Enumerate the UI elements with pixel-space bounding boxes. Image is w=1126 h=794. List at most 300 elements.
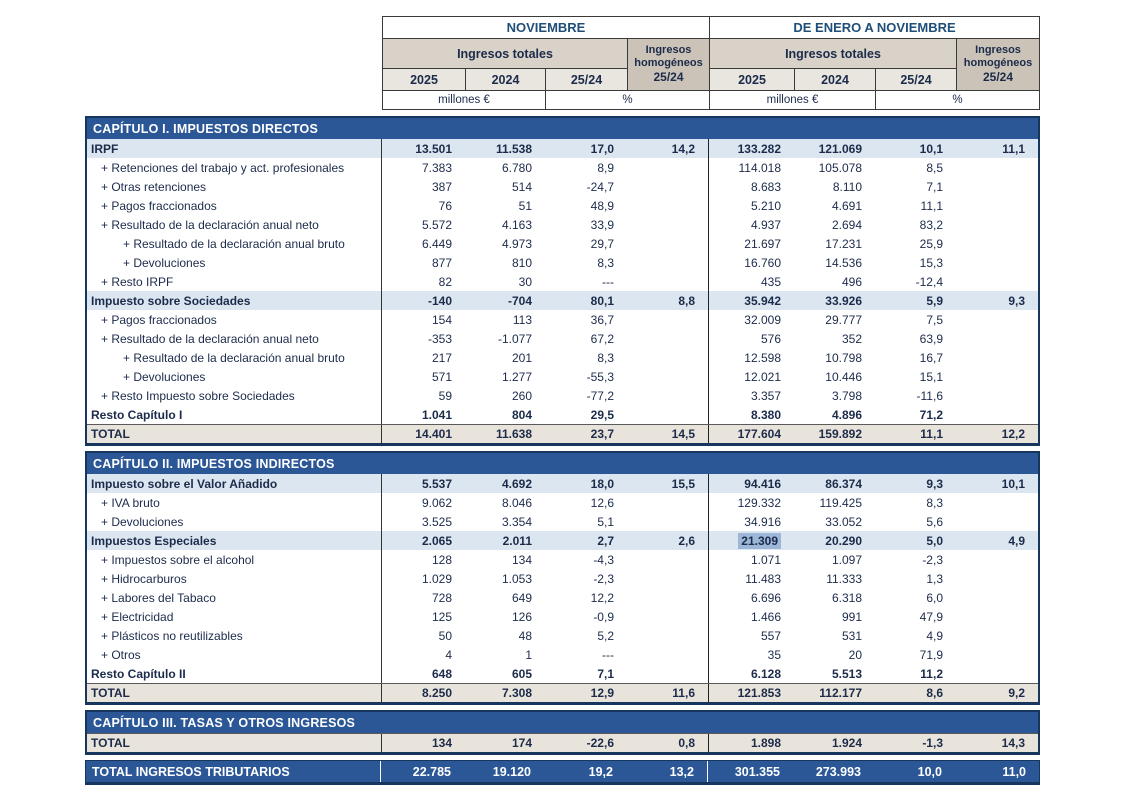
table-row (87, 215, 1038, 234)
value-cell: 113 (512, 312, 532, 327)
value-cell: 8.046 (501, 495, 532, 510)
sections-container (85, 116, 1040, 755)
value-cell: 134 (511, 552, 532, 567)
value-cell: 126 (511, 609, 532, 624)
value-cell (956, 588, 1038, 607)
grand-total-value: 19,2 (588, 764, 613, 779)
value-cell: -2,3 (922, 552, 943, 567)
value-cell: 14.401 (415, 427, 452, 441)
row-label: + Otros (87, 645, 382, 664)
table-row (87, 348, 1038, 367)
row-label: + Labores del Tabaco (87, 588, 382, 607)
value-cell: 174 (511, 736, 532, 750)
value-cell: 8,5 (926, 160, 943, 175)
value-cell: 9.062 (421, 495, 452, 510)
value-cell: -353 (427, 331, 452, 346)
value-cell: 8,3 (597, 350, 614, 365)
value-cell: 3.357 (750, 388, 781, 403)
value-cell: 9,3 (1008, 293, 1025, 308)
grand-total-value: 301.355 (734, 764, 780, 779)
table-row (87, 139, 1038, 158)
value-cell: -1,3 (922, 736, 943, 750)
value-cell: 63,9 (919, 331, 943, 346)
value-cell: 30 (518, 274, 532, 289)
value-cell: 51 (518, 198, 532, 213)
value-cell: 16.760 (744, 255, 781, 270)
value-cell: 35.942 (744, 293, 781, 308)
table-row (87, 367, 1038, 386)
row-label: Resto Capítulo II (87, 664, 382, 683)
value-cell: 7.383 (421, 160, 452, 175)
value-cell: 17.231 (825, 236, 862, 251)
value-cell (627, 493, 709, 512)
table-row (87, 607, 1038, 626)
value-cell: 10,1 (1001, 476, 1025, 491)
value-cell: 21.697 (744, 236, 781, 251)
table-row (87, 588, 1038, 607)
value-cell: 531 (841, 628, 862, 643)
table-row (87, 158, 1038, 177)
value-cell (627, 272, 709, 291)
table-row (87, 234, 1038, 253)
section-block (85, 116, 1040, 446)
value-cell: 877 (431, 255, 452, 270)
row-label: TOTAL (87, 425, 382, 443)
row-label: Impuestos Especiales (87, 531, 382, 550)
value-cell: 35 (767, 647, 781, 662)
row-label: + Resultado de la declaración anual bruto (87, 348, 382, 367)
value-cell (956, 158, 1038, 177)
value-cell: 50 (438, 628, 452, 643)
table-row (87, 645, 1038, 664)
value-cell (627, 405, 709, 424)
value-cell: 8.110 (832, 179, 862, 194)
value-cell (627, 215, 709, 234)
value-cell (627, 367, 709, 386)
value-cell (627, 177, 709, 196)
value-cell (627, 310, 709, 329)
value-cell: -704 (507, 293, 532, 308)
value-cell: -55,3 (586, 369, 614, 384)
value-cell: 83,2 (919, 217, 943, 232)
value-cell: 11,1 (920, 427, 943, 441)
value-cell: 12.598 (744, 350, 781, 365)
value-cell: 34.916 (744, 514, 781, 529)
value-cell: 7,5 (926, 312, 943, 327)
value-cell: 728 (431, 590, 452, 605)
value-cell: 1.924 (831, 736, 862, 750)
value-cell: 86.374 (825, 476, 862, 491)
value-cell: -22,6 (586, 736, 614, 750)
value-cell: 1.466 (750, 609, 781, 624)
table-row (87, 664, 1038, 683)
value-cell (627, 664, 709, 683)
value-cell: 649 (511, 590, 532, 605)
value-cell: 119.425 (819, 495, 862, 510)
ingresos-homogeneos-label: Ingresos homogéneos (634, 43, 703, 69)
value-cell: 2,7 (597, 533, 614, 548)
value-cell: 10.446 (825, 369, 862, 384)
value-cell: -1.077 (497, 331, 532, 346)
table-row (87, 733, 1038, 752)
row-label: + Resto IRPF (87, 272, 382, 291)
header-ingresos-homogeneos-ene (957, 39, 1039, 91)
value-cell: 1.277 (501, 369, 532, 384)
row-label: + Otras retenciones (87, 177, 382, 196)
value-cell: 810 (511, 255, 532, 270)
value-cell: 260 (511, 388, 532, 403)
row-label: + Devoluciones (87, 367, 382, 386)
unit-millones-nov: millones € (383, 91, 546, 109)
value-cell: 4.896 (831, 407, 862, 422)
value-cell: 6.318 (831, 590, 862, 605)
value-cell (956, 405, 1038, 424)
value-cell: 15,5 (627, 474, 709, 493)
value-cell: 112.177 (819, 686, 862, 700)
section-block (85, 710, 1040, 755)
value-cell: 11,1 (920, 198, 943, 213)
grand-total-value: 273.993 (815, 764, 861, 779)
value-cell: 80,1 (590, 293, 614, 308)
section-block (85, 451, 1040, 705)
value-cell (956, 215, 1038, 234)
value-cell: 4.937 (750, 217, 781, 232)
value-cell: 6.780 (501, 160, 532, 175)
value-cell: 29,5 (590, 407, 614, 422)
row-label: IRPF (87, 139, 382, 158)
row-label: + Pagos fraccionados (87, 310, 382, 329)
value-cell: 154 (431, 312, 452, 327)
value-cell: 20 (848, 647, 862, 662)
row-label: + Devoluciones (87, 253, 382, 272)
value-cell: 14,3 (1001, 736, 1025, 750)
value-cell: 7.308 (501, 686, 532, 700)
value-cell: 387 (431, 179, 452, 194)
grand-total-label: TOTAL INGRESOS TRIBUTARIOS (86, 761, 381, 782)
table-row (87, 386, 1038, 405)
value-cell: 33,9 (590, 217, 614, 232)
value-cell: 105.078 (818, 160, 862, 175)
value-cell (627, 550, 709, 569)
value-cell: 4,9 (926, 628, 943, 643)
grand-total-row (85, 760, 1040, 785)
value-cell (956, 550, 1038, 569)
value-cell: 4.163 (501, 217, 532, 232)
value-cell: 496 (841, 274, 862, 289)
value-cell: 47,9 (919, 609, 943, 624)
table-row (87, 626, 1038, 645)
value-cell (956, 234, 1038, 253)
value-cell (627, 234, 709, 253)
value-cell: 11,6 (627, 684, 709, 702)
value-cell: 125 (431, 609, 452, 624)
value-cell: 12,6 (590, 495, 614, 510)
value-cell (627, 569, 709, 588)
value-cell: 804 (511, 407, 532, 422)
col-2524-ene: 25/24 (876, 69, 957, 91)
table-row (87, 196, 1038, 215)
value-cell: 33.926 (825, 293, 862, 308)
value-cell: 10.798 (825, 350, 862, 365)
row-label: + Retenciones del trabajo y act. profesionales (87, 158, 382, 177)
value-cell: 4.691 (831, 198, 862, 213)
grand-total-value: 10,0 (917, 764, 942, 779)
value-cell: 14.536 (825, 255, 862, 270)
section-header: CAPÍTULO I. IMPUESTOS DIRECTOS (87, 118, 1038, 139)
header-noviembre: NOVIEMBRE (383, 17, 710, 39)
value-cell: 12.021 (744, 369, 781, 384)
value-cell (627, 607, 709, 626)
value-cell: 29.777 (825, 312, 862, 327)
value-cell: 6.449 (421, 236, 452, 251)
row-label: + Impuestos sobre el alcohol (87, 550, 382, 569)
row-label: + Devoluciones (87, 512, 382, 531)
value-cell: 8,6 (926, 686, 943, 700)
value-cell: 48 (518, 628, 532, 643)
table-row (87, 531, 1038, 550)
row-label: + Resto Impuesto sobre Sociedades (87, 386, 382, 405)
row-label: TOTAL (87, 734, 382, 752)
value-cell: 5.572 (421, 217, 452, 232)
value-cell: 11.538 (495, 141, 532, 156)
value-cell: 1.898 (750, 736, 781, 750)
value-cell: 201 (511, 350, 532, 365)
row-label: Impuesto sobre el Valor Añadido (87, 474, 382, 493)
value-cell: 8.380 (750, 407, 781, 422)
value-cell: 11.333 (826, 571, 862, 586)
value-cell: 352 (841, 331, 862, 346)
value-cell: 121.853 (737, 686, 781, 700)
value-cell: 5.210 (750, 198, 781, 213)
value-cell: 128 (431, 552, 452, 567)
value-cell: 25,9 (919, 236, 943, 251)
value-cell: 134 (431, 736, 452, 750)
value-cell (956, 177, 1038, 196)
value-cell: 1,3 (926, 571, 943, 586)
row-label: + Plásticos no reutilizables (87, 626, 382, 645)
value-cell: 133.282 (737, 141, 781, 156)
value-cell: 1.029 (421, 571, 452, 586)
value-cell: 1.071 (750, 552, 781, 567)
row-label: + Electricidad (87, 607, 382, 626)
value-cell: 605 (511, 666, 532, 681)
value-cell: 5,1 (597, 514, 614, 529)
value-cell: 8.683 (750, 179, 781, 194)
header-ingresos-totales-nov: Ingresos totales (383, 39, 628, 69)
value-cell: 67,2 (590, 331, 614, 346)
value-cell: 557 (760, 628, 781, 643)
value-cell: 114.018 (738, 160, 781, 175)
section-header: CAPÍTULO III. TASAS Y OTROS INGRESOS (87, 712, 1038, 733)
value-cell: 3.525 (421, 514, 452, 529)
value-cell: 5,9 (926, 293, 943, 308)
row-label: + IVA bruto (87, 493, 382, 512)
value-cell: 82 (438, 274, 452, 289)
value-cell (956, 386, 1038, 405)
col-2524-nov: 25/24 (546, 69, 628, 91)
value-cell: 9,3 (926, 476, 943, 491)
value-cell (956, 196, 1038, 215)
value-cell: 1.041 (421, 407, 452, 422)
col-2025-nov: 2025 (383, 69, 466, 91)
header-enero-noviembre: DE ENERO A NOVIEMBRE (710, 17, 1039, 39)
value-cell: 8,3 (597, 255, 614, 270)
unit-pct-nov: % (546, 91, 710, 109)
value-cell: 11.483 (745, 571, 781, 586)
table-row (87, 493, 1038, 512)
col-2024-nov: 2024 (466, 69, 546, 91)
value-cell: 76 (438, 198, 452, 213)
row-label: Resto Capítulo I (87, 405, 382, 424)
value-cell: 217 (431, 350, 452, 365)
table-row (87, 550, 1038, 569)
row-label: + Pagos fraccionados (87, 196, 382, 215)
value-cell: -2,3 (593, 571, 614, 586)
table-row (87, 569, 1038, 588)
row-label: + Resultado de la declaración anual neto (87, 329, 382, 348)
value-cell (627, 645, 709, 664)
value-cell (627, 329, 709, 348)
value-cell: -77,2 (586, 388, 614, 403)
table-row (87, 512, 1038, 531)
value-cell (627, 196, 709, 215)
table-row (87, 177, 1038, 196)
value-cell: 1 (525, 647, 532, 662)
value-cell: 8.250 (421, 686, 452, 700)
grand-total-value: 13,2 (626, 761, 708, 782)
value-cell: 4,9 (1008, 533, 1025, 548)
col-2024-ene: 2024 (795, 69, 876, 91)
value-cell (956, 348, 1038, 367)
table-row (87, 405, 1038, 424)
value-cell: 11,2 (920, 666, 943, 681)
value-cell (627, 626, 709, 645)
value-cell: 4.692 (501, 476, 532, 491)
value-cell: 4 (445, 647, 452, 662)
table-row (87, 291, 1038, 310)
header-ingresos-homogeneos-nov (628, 39, 710, 91)
unit-pct-ene: % (876, 91, 1039, 109)
value-cell (956, 367, 1038, 386)
value-cell: --- (602, 647, 614, 662)
value-cell: 23,7 (590, 427, 614, 441)
value-cell (956, 512, 1038, 531)
table-row (87, 474, 1038, 493)
value-cell (627, 158, 709, 177)
value-cell: 18,0 (590, 476, 614, 491)
value-cell: 17,0 (590, 141, 614, 156)
value-cell: 12,2 (590, 590, 614, 605)
value-cell (956, 626, 1038, 645)
value-cell: -0,9 (593, 609, 614, 624)
value-cell: 71,9 (919, 647, 943, 662)
value-cell: 13.501 (415, 141, 452, 156)
value-cell: 7,1 (926, 179, 943, 194)
value-cell: 2.011 (502, 533, 532, 548)
value-cell: 7,1 (597, 666, 614, 681)
value-cell: 12,9 (590, 686, 614, 700)
unit-millones-ene: millones € (710, 91, 876, 109)
value-cell: 129.332 (737, 495, 781, 510)
table-row (87, 272, 1038, 291)
value-cell: 1.053 (501, 571, 532, 586)
value-cell: -12,4 (915, 274, 943, 289)
table-row (87, 253, 1038, 272)
value-cell: 15,3 (919, 255, 943, 270)
value-cell: -11,6 (916, 388, 943, 403)
value-cell: 11,1 (1002, 141, 1025, 156)
value-cell (956, 607, 1038, 626)
value-cell: 6.696 (750, 590, 781, 605)
value-cell: 14,2 (627, 139, 709, 158)
value-cell: 10,1 (919, 141, 943, 156)
homogeneos-subcol-label: 25/24 (982, 70, 1014, 85)
value-cell: 991 (841, 609, 862, 624)
row-label: TOTAL (87, 684, 382, 702)
value-cell: 571 (431, 369, 452, 384)
value-cell (627, 512, 709, 531)
value-cell: 576 (760, 331, 781, 346)
value-cell: 32.009 (744, 312, 781, 327)
value-cell: 94.416 (744, 476, 781, 491)
value-cell: 5.537 (421, 476, 452, 491)
value-cell (956, 310, 1038, 329)
row-label: + Resultado de la declaración anual neto (87, 215, 382, 234)
value-cell (956, 493, 1038, 512)
row-label: + Hidrocarburos (87, 569, 382, 588)
value-cell (627, 588, 709, 607)
table-row (87, 310, 1038, 329)
value-cell: 435 (760, 274, 781, 289)
value-cell (627, 348, 709, 367)
value-cell: 3.354 (501, 514, 532, 529)
value-cell: 5,2 (597, 628, 614, 643)
table-row (87, 683, 1038, 702)
value-cell: 8,3 (926, 495, 943, 510)
table-row (87, 329, 1038, 348)
value-cell (956, 664, 1038, 683)
value-cell: 0,8 (627, 734, 709, 752)
value-cell: 2,6 (627, 531, 709, 550)
value-cell (956, 253, 1038, 272)
value-cell (956, 272, 1038, 291)
value-cell: 3.798 (831, 388, 862, 403)
value-cell: -4,3 (593, 552, 614, 567)
value-cell: 177.604 (737, 427, 781, 441)
value-cell (956, 569, 1038, 588)
highlighted-cell: 21.309 (709, 531, 794, 550)
value-cell: --- (602, 274, 614, 289)
header-ingresos-totales-ene: Ingresos totales (710, 39, 957, 69)
value-cell: 71,2 (919, 407, 943, 422)
value-cell: 4.973 (501, 236, 532, 251)
grand-total-value: 19.120 (492, 764, 531, 779)
tax-revenue-table (85, 16, 1040, 785)
value-cell (627, 253, 709, 272)
value-cell: 6,0 (926, 590, 943, 605)
value-cell: 9,2 (1008, 686, 1025, 700)
value-cell: 29,7 (590, 236, 614, 251)
ingresos-homogeneos-label: Ingresos homogéneos (963, 43, 1033, 69)
value-cell: 33.052 (825, 514, 862, 529)
value-cell: -140 (427, 293, 452, 308)
value-cell: 2.065 (421, 533, 452, 548)
value-cell: 159.892 (818, 427, 862, 441)
table-header (382, 16, 1040, 110)
value-cell: 36,7 (590, 312, 614, 327)
value-cell (627, 386, 709, 405)
value-cell: 6.128 (750, 666, 781, 681)
